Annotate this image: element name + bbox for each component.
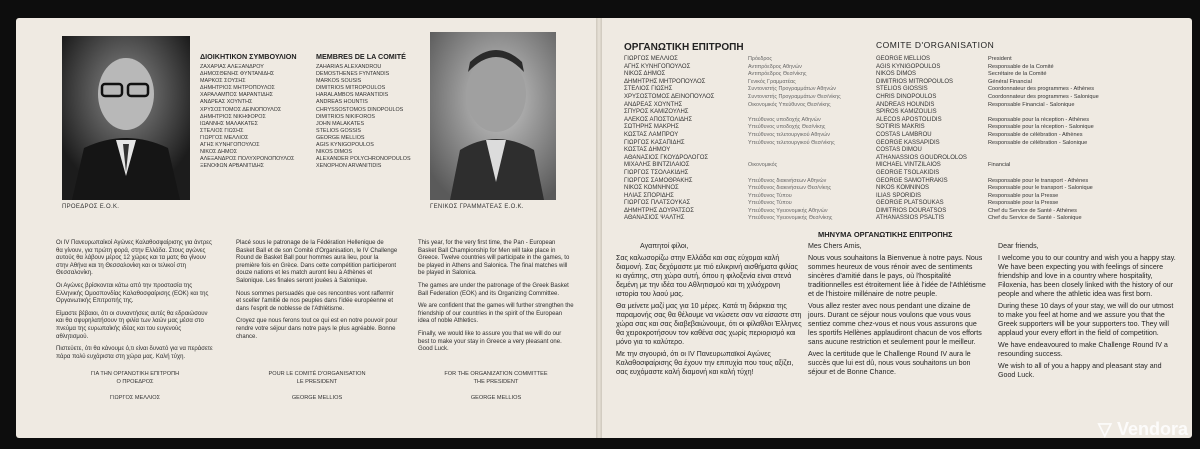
board-member-french: ALEXANDER POLYCHRONOPOULOS — [316, 156, 411, 163]
board-member-french: ANDREAS HOUNTIS — [316, 99, 368, 106]
french-message-paragraph: Nous vous souhaitons la Bienvenue à notre pays. Nous sommes heureux de vous rénoir avec de sentiments sincères d'amitié dans le pays, où l'hospitalité traditionnelles est étroitement liée à l'idée de l'Athlétisme et de l'histoire millénaire de notre peuple. — [808, 254, 986, 298]
greek-paragraph: Πιστεύετε, ότι θα κάνουμε ό,τι είναι δυνατό για να περάσετε πάρα πολύ ευχάριστα στη χώρα μας. Καλή τύχη. — [56, 346, 213, 360]
org-role-greek: Υπεύθυνος διακινήσεων Θεσ/νίκης — [748, 185, 832, 192]
org-role-greek — [748, 109, 841, 117]
board-member-greek: ΜΑΡΚΟΣ ΣΟΥΣΗΣ — [200, 78, 246, 85]
org-names-french-list — [876, 56, 967, 223]
org-role-greek: Υπεύθυνος Τύπου — [748, 192, 792, 199]
org-member-greek: ΔΗΜΗΤΡΗΣ ΔΟΥΡΑΤΣΟΣ — [624, 207, 694, 214]
org-member-greek: ΣΠΥΡΟΣ ΚΑΜΙΖΟΥΛΗΣ — [624, 109, 689, 116]
french-paragraph: Placé sous le patronage de la Fédération Hellenique de Basket Ball et de son Comité d'Organisation, le IV Challenge Round de Basket Ball pour hommes aura lieu, pour la première fois en Grèce. Dans cette compétition participeront douze nations et les match auront lieu à Athènes et Salonique. Les finales seront jouées à Salonique. — [236, 240, 398, 284]
org-member-greek: ΓΙΩΡΓΟΣ ΜΕΛΛΙΟΣ — [624, 56, 678, 62]
org-member-french: GEORGE KASSAPIDIS — [876, 139, 940, 146]
board-member-french: CHRYSSOSTOMOS DINOPOULOS — [316, 106, 404, 113]
org-role-french: Financial — [988, 162, 1011, 169]
org-member-greek: ΣΤΕΛΙΟΣ ΓΙΩΣΗΣ — [624, 86, 673, 93]
org-role-french — [988, 170, 1099, 178]
french-signature — [236, 370, 398, 402]
greek-message-paragraph: Με την σιγουριά, ότι οι IV Πανευρωπαϊκοί Αγώνες Καλαθοσφαίρισης θα έχουν την επιτυχία που τους αξίζει, σας ευχόμαστε καλή διαμονή και καλή τύχη! — [616, 350, 794, 376]
vendora-watermark-text: Vendora — [1116, 419, 1188, 439]
board-member-french: ZAHARIAS ALEXANDROU — [316, 64, 382, 70]
board-member-greek: ΓΙΩΡΓΟΣ ΜΕΛΛΙΟΣ — [200, 134, 249, 141]
board-member-greek: ΙΩΑΝΝΗΣ ΜΑΛΑΚΑΤΕΣ — [200, 120, 258, 127]
greek-message — [616, 242, 802, 380]
message-title: ΜΗΝΥΜΑ ΟΡΓΑΝΩΤΙΚΗΣ ΕΠΙΤΡΟΠΗΣ — [818, 230, 953, 239]
french-greeting: Mes Chers Amis, — [808, 242, 862, 250]
org-role-french: Responsable Financial - Salonique — [988, 101, 1075, 108]
board-member-greek: ΞΕΝΟΦΩΝ ΑΡΒΑΝΙΤΙΔΗΣ — [200, 163, 264, 170]
org-role-greek: Αντιπρόεδρος Αθηνών — [748, 63, 802, 70]
french-message — [808, 242, 986, 380]
board-greek-list — [200, 64, 294, 170]
english-message-paragraph: I welcome you to our country and wish you a happy stay. We have been expecting you with feelings of sincere friendship and love in a country where hospitality, Filoxenia, has been closely linked with the history of our people and where the athletic idea was first born. — [998, 254, 1176, 298]
board-member-greek: ΑΛΕΞΑΝΔΡΟΣ ΠΟΛΥΧΡΟΝΟΠΟΥΛΟΣ — [200, 156, 295, 163]
board-french-heading: MEMBRES DE LA COMITÉ — [316, 52, 406, 61]
org-role-greek: Πρόεδρος — [748, 56, 773, 62]
english-signature-line2: THE PRESIDENT — [473, 379, 519, 385]
org-role-greek — [748, 170, 841, 178]
org-role-greek: Συντονιστής Προγραμμάτων Θεσ/νίκης — [748, 93, 841, 100]
org-member-french: GEORGE TSOLAKIDIS — [876, 169, 940, 176]
board-french-list — [316, 64, 411, 170]
board-member-greek: ΑΓΗΣ ΚΥΝΗΓΟΠΟΥΛΟΣ — [200, 142, 260, 149]
greek-message-paragraph: Σας καλωσορίζω στην Ελλάδα και σας εύχομαι καλή διαμονή. Σας δεχόμαστε με πιό ειλικρινή αισθήματα φιλίας κι αγάπης, στη χώρα αυτή, όπου η φιλοξενία είναι στενά δεμένη με την ιδέα του Αθλητισμού και τη χιλιόχρονη ιστορία του λαού μας. — [616, 254, 798, 298]
board-member-french: NIKOS DIMOS — [316, 149, 352, 156]
english-intro-text — [418, 240, 574, 359]
org-member-french: STELIOS GIOSSIS — [876, 86, 928, 93]
org-role-greek: Υπεύθυνος διακινήσεων Αθηνών — [748, 177, 827, 184]
english-signature-name: GEORGE MELLIOS — [470, 395, 522, 401]
org-roles-greek-list — [748, 56, 841, 223]
org-role-french: Responsable pour la Presse — [988, 192, 1059, 199]
org-role-greek: Υπεύθυνος τελετουργικού Αθηνών — [748, 131, 830, 138]
org-member-greek: ΜΙΧΑΛΗΣ ΒΙΝΤΖΙΛΑΙΟΣ — [624, 162, 690, 169]
org-member-greek: ΚΩΣΤΑΣ ΔΗΜΟΥ — [624, 147, 671, 154]
greek-message-paragraph: Θα μείνετε μαζί μας για 10 μέρες. Κατά τη διάρκεια της παραμονής σας θα θέλουμε να νιώσετε σαν να είσαστε στη χώρα σας και σας διαβεβαιώνουμε, ότι οι φίλαθλοι Έλληνες θα χειροκροτήσουν τον καθένα σας χωρίς περιορισμό και μόνο για το καλύτερο. — [616, 302, 802, 346]
org-member-french: SOTIRIS MAKRIS — [876, 124, 925, 131]
secretary-photo — [430, 32, 556, 200]
org-role-french — [988, 109, 1099, 117]
english-signature — [418, 370, 574, 402]
org-role-french: Secrétaire de la Comité — [988, 71, 1047, 78]
french-signature-name: GEORGE MELLIOS — [291, 395, 343, 401]
org-member-greek: ΑΘΑΝΑΣΙΟΣ ΓΚΟΥΔΡΟΛΟΓΟΣ — [624, 154, 709, 161]
org-role-french — [988, 147, 1099, 155]
greek-signature-name: ΓΙΩΡΓΟΣ ΜΕΛΛΙΟΣ — [109, 395, 161, 401]
org-member-french: COSTAS DIMOU — [876, 147, 922, 154]
english-signature-line1: FOR THE ORGANIZATION COMMITTEE — [444, 371, 548, 377]
org-member-french: SPIROS KAMIZOULIS — [876, 109, 937, 116]
org-member-french: ANDREAS HOUNDIS — [876, 101, 935, 108]
board-member-greek: ΑΝΔΡΕΑΣ ΧΟΥΝΤΗΣ — [200, 99, 253, 106]
right-page — [602, 18, 1192, 438]
greek-paragraph: Οι Αγώνες βρίσκονται κάτω από την προστασία της Ελληνικής Ομοσπονδίας Καλαθοσφαίρισης (ΕΟΚ) και της Οργανωτικής Επιτροπής της. — [56, 282, 209, 305]
org-role-french — [988, 155, 1099, 163]
board-member-greek: ΧΑΡΑΛΑΜΠΟΣ ΜΑΡΑΝΤΙΔΗΣ — [200, 92, 273, 99]
org-roles-french-list — [988, 56, 1099, 223]
french-signature-line2: LE PRESIDENT — [296, 379, 338, 385]
org-role-french: Général Financial — [988, 78, 1032, 85]
org-role-french: Responsable pour la réception - Salonique — [988, 124, 1094, 131]
org-member-french: NIKOS DIMOS — [876, 71, 917, 78]
org-member-greek: ΧΡΥΣΟΣΤΟΜΟΣ ΔΕΙΝΟΠΟΥΛΟΣ — [624, 93, 715, 100]
org-role-greek: Οικονομικός Υπεύθυνος Θεσ/νίκης — [748, 101, 831, 108]
org-role-greek: Συντονιστής Προγραμμάτων Αθηνών — [748, 86, 836, 93]
org-member-greek: ΑΘΑΝΑΣΙΟΣ ΨΑΛΤΗΣ — [624, 215, 685, 222]
org-role-french: Responsable pour la Presse — [988, 200, 1059, 207]
english-message-body — [998, 254, 1176, 380]
org-member-greek: ΑΓΗΣ ΚΥΝΗΓΟΠΟΥΛΟΣ — [624, 63, 691, 70]
org-member-french: GEORGE MELLIOS — [876, 56, 931, 62]
english-message — [998, 242, 1176, 383]
board-member-greek: ΖΑΧΑΡΙΑΣ ΑΛΕΞΑΝΔΡΟΥ — [200, 64, 264, 70]
board-member-french: STELIOS GOSSIS — [316, 127, 361, 134]
org-role-greek: Υπεύθυνος Υγειονομικής Αθηνών — [748, 207, 828, 214]
org-role-greek: Υπεύθυνος υποδοχής Θεσ/νίκης — [748, 124, 826, 131]
org-role-french: President — [988, 56, 1012, 62]
board-member-greek: ΔΗΜΟΣΘΕΝΗΣ ΦΥΝΤΑΝΙΔΗΣ — [200, 71, 275, 78]
org-role-greek: Υπεύθυνος τελετουργικού Θεσ/νίκης — [748, 139, 835, 146]
greek-paragraph: Είμαστε βέβαιοι, ότι οι συναντήσεις αυτές θα εδραιώσουν και θα σφυρηλατήσουν τη φιλία των λαών μας μέσα στο πνεύμα της ευρωπαϊκής ιδέας και του ευγενούς αθλητισμού. — [56, 310, 208, 340]
president-caption: ΠΡΟΕΔΡΟΣ Ε.Ο.Κ. — [62, 204, 120, 210]
org-member-greek: ΑΝΔΡΕΑΣ ΧΟΥΝΤΗΣ — [624, 101, 683, 108]
org-committee-title-greek: ΟΡΓΑΝΩΤΙΚΗ ΕΠΙΤΡΟΠΗ — [624, 42, 744, 53]
org-member-greek: ΓΙΩΡΓΟΣ ΚΑΣΑΠΙΔΗΣ — [624, 139, 685, 146]
org-member-french: DIMITRIOS DOURATSOS — [876, 207, 947, 214]
org-member-french: ATHANASSIOS PSALTIS — [876, 215, 945, 222]
vendora-logo-icon: ▽ — [1097, 419, 1112, 439]
org-role-french: Responsable pour la réception - Athènes — [988, 116, 1090, 123]
english-paragraph: This year, for the very first time, the Pan - European Basket Ball Championship for Men will take place in Greece. Twelve countries will participate in the games, to be played in Athens and Salonica. The final matches will be played in Salonica. — [418, 240, 570, 277]
org-member-greek: ΝΙΚΟΣ ΚΟΜΝΗΝΟΣ — [624, 185, 679, 192]
board-member-greek: ΔΗΜΗΤΡΙΟΣ ΜΗΤΡΟΠΟΥΛΟΣ — [200, 85, 275, 92]
org-member-french: CHRIS DINOPOULOS — [876, 93, 937, 100]
org-member-greek: ΓΙΩΡΓΟΣ ΤΣΟΛΑΚΙΔΗΣ — [624, 169, 689, 176]
french-paragraph: Nous sommes persuadés que ces rencontres vont raffermir et sceller l'amitié de nos peuples dans l'idée européenne et dans l'esprit de noblesse de l'Athlétisme. — [236, 290, 394, 312]
org-role-greek: Γενικός Γραμματέας — [748, 78, 796, 85]
org-role-french: Chef du Service de Santé - Salonique — [988, 215, 1082, 222]
french-message-body — [808, 254, 986, 377]
org-role-greek: Αντιπρόεδρος Θεσ/νίκης — [748, 71, 807, 78]
org-role-french: Responsable de célébration - Salonique — [988, 139, 1088, 146]
vendora-watermark — [1098, 419, 1188, 441]
board-member-french: GEORGE MELLIOS — [316, 134, 365, 141]
org-member-french: DIMITRIOS MITROPOULOS — [876, 78, 954, 85]
org-role-greek: Υπεύθυνος Τύπου — [748, 200, 792, 207]
board-member-french: XENOPHON ARVANITIDIS — [316, 163, 382, 170]
french-message-paragraph: Avec la certitude que le Challenge Round IV aura le succès que lui est dû, nous vous souhaitons un bon séjour et de Bonne Chance. — [808, 350, 971, 376]
org-member-french: ALECOS APOSTOLIDIS — [876, 116, 942, 123]
org-role-greek: Υπεύθυνος Υγειονομικής Θεσ/νίκης — [748, 215, 833, 222]
org-member-greek: ΣΩΤΗΡΗΣ ΜΑΚΡΗΣ — [624, 124, 679, 131]
org-member-french: MICHAEL VINTZILAIOS — [876, 162, 941, 169]
org-role-french: Responsable de célébration - Athènes — [988, 131, 1083, 138]
org-role-greek: Υπεύθυνος υποδοχής Αθηνών — [748, 116, 821, 123]
org-role-french: Chef du Service de Santé - Athènes — [988, 207, 1077, 214]
org-member-greek: ΓΙΩΡΓΟΣ ΠΛΑΤΣΟΥΚΑΣ — [624, 200, 691, 207]
board-member-greek: ΣΤΕΛΙΟΣ ΓΙΩΣΗΣ — [200, 127, 244, 134]
french-paragraph: Croyez que nous ferons tout ce qui est en notre pouvoir pour rendre votre séjour dans notre pays le plus agréable. Bonne chance. — [236, 318, 398, 340]
greek-signature-line2: Ο ΠΡΟΕΔΡΟΣ — [116, 379, 154, 385]
board-member-french: AGIS KYNIGOPOULOS — [316, 142, 374, 149]
org-member-french: ATHANASSIOS GOUDROLOLOS — [876, 154, 967, 161]
org-member-french: GEORGE PLATSOUKAS — [876, 200, 944, 207]
english-greeting: Dear friends, — [998, 242, 1039, 250]
french-signature-line1: POUR LE COMITÉ D'ORGANISATION — [268, 371, 366, 377]
org-role-french: Responsable pour le transport - Salonique — [988, 185, 1093, 192]
board-greek-heading: ΔΙΟΙΚΗΤΙΚΟΝ ΣΥΜΒΟΥΛΙΟΝ — [200, 52, 297, 61]
org-role-french: Coordonnateur des programmes - Athènes — [988, 86, 1095, 93]
french-message-paragraph: Vous allez rester avec nous pendant une dizaine de jours. Durant ce séjour nous voulons que vous vous sentiez comme chez-vous et nous vous assurons que les sportifs Hellènes applaudiront chacun de vos efforts sans aucune restriction et seulement pour le meilleur. — [808, 302, 982, 346]
greek-intro-text — [56, 240, 214, 366]
org-committee-title-french: COMITE D'ORGANISATION — [876, 40, 995, 50]
org-role-greek — [748, 147, 841, 155]
president-photo — [62, 36, 190, 200]
board-member-greek: ΝΙΚΟΣ ΔΗΜΟΣ — [200, 149, 238, 156]
org-member-greek: ΝΙΚΟΣ ΔΗΜΟΣ — [624, 71, 666, 78]
org-member-french: ILIAS SPORIDIS — [876, 192, 922, 199]
org-member-greek: ΗΛΙΑΣ ΣΠΟΡΙΔΗΣ — [624, 192, 674, 199]
board-member-french: DIMITRIOS NIKIFOROS — [316, 113, 375, 120]
greek-greeting: Αγαπητοί φίλοι, — [640, 242, 689, 250]
english-paragraph: We are confident that the games will further strengthen the friendship of our countries in the spirit of the European idea of noble Athletics. — [418, 303, 574, 325]
english-paragraph: The games are under the patronage of the Greek Basket Ball Federation (EOK) and its Organizing Committee. — [418, 282, 569, 297]
board-member-french: JOHN MALAKATES — [316, 120, 365, 127]
board-member-french: HARALAMBOS MARANTIDIS — [316, 92, 389, 99]
english-message-paragraph: We have endeavoured to make Challenge Round IV a resounding success. — [998, 341, 1168, 358]
org-role-greek: Οικονομικός — [748, 162, 778, 169]
org-member-french: NIKOS KOMNINOS — [876, 185, 930, 192]
org-names-greek-list — [624, 56, 714, 223]
greek-signature-line1: ΓΙΑ ΤΗΝ ΟΡΓΑΝΩΤΙΚΗ ΕΠΙΤΡΟΠΗ — [90, 371, 180, 377]
english-paragraph: Finally, we would like to assure you that we will do our best to make your stay in Greece a very pleasant one. Good Luck. — [418, 330, 562, 353]
org-role-french: Responsable pour le transport - Athènes — [988, 177, 1089, 184]
left-page — [16, 18, 596, 438]
org-member-greek: ΑΛΕΚΟΣ ΑΠΟΣΤΟΛΙΔΗΣ — [624, 116, 693, 123]
board-member-french: DEMOSTHENES FYNTANDIS — [316, 71, 390, 78]
org-member-french: GEORGE SAMOTHRAKIS — [876, 177, 948, 184]
board-member-greek: ΧΡΥΣΟΣΤΟΜΟΣ ΔΕΙΝΟΠΟΥΛΟΣ — [200, 106, 282, 113]
greek-paragraph: Οι IV Πανευρωπαϊκοί Αγώνες Καλαθοσφαίρισης για άντρες θα γίνουν, για πρώτη φορά, στην Ελλάδα. Στους αγώνες αυτούς θα λάβουν μέρος 12 χώρες και τα ματς θα γίνουν στην Αθήνα και τη Θεσσαλονίκη και οι τελικοί στη Θεσσαλονίκη. — [56, 240, 212, 277]
board-member-french: MARKOS SOUSIS — [316, 78, 362, 85]
board-member-french: DIMITRIOS MITROPOULOS — [316, 85, 386, 92]
org-member-greek: ΔΗΜΗΤΡΗΣ ΜΗΤΡΟΠΟΥΛΟΣ — [624, 78, 706, 85]
greek-signature — [56, 370, 214, 402]
english-message-paragraph: During these 10 days of your stay, we will do our utmost to make you feel at home and we assure you that the Greek supporters will be your supporters too. They will applaud your every effort in the field of competition. — [998, 302, 1174, 337]
secretary-caption: ΓΕΝΙΚΟΣ ΓΡΑΜΜΑΤΕΑΣ Ε.Ο.Κ. — [430, 204, 524, 210]
greek-message-body — [616, 254, 802, 377]
org-member-french: AGIS KYNIGOPOULOS — [876, 63, 941, 70]
org-role-french: Coordonnateur des programmes - Salonique — [988, 93, 1099, 100]
org-member-greek: ΚΩΣΤΑΣ ΛΑΜΠΡΟΥ — [624, 131, 679, 138]
french-intro-text — [236, 240, 398, 346]
board-member-greek: ΔΗΜΗΤΡΙΟΣ ΝΙΚΗΦΟΡΟΣ — [200, 113, 266, 120]
english-message-paragraph: We wish to all of you a happy and pleasant stay and Good Luck. — [998, 362, 1162, 379]
org-member-french: COSTAS LAMBROU — [876, 131, 932, 138]
org-role-french: Responsable de la Comité — [988, 63, 1054, 70]
org-member-greek: ΓΙΩΡΓΟΣ ΣΑΜΟΘΡΑΚΗΣ — [624, 177, 693, 184]
